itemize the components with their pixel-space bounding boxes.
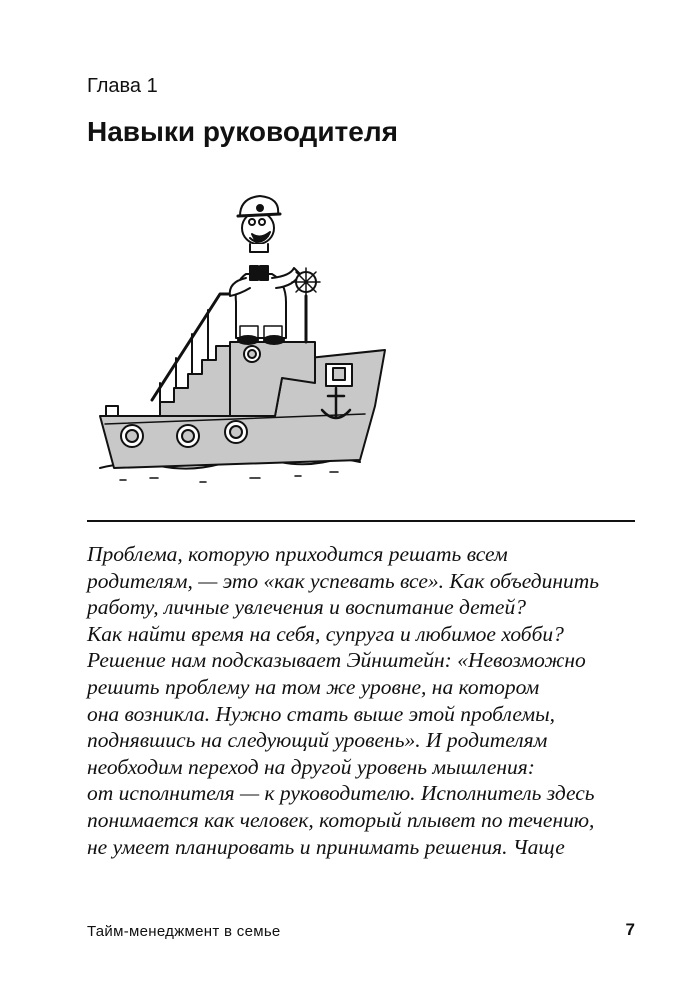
- body-line: не умеет планировать и принимать решения. Чаще: [87, 834, 565, 859]
- body-line: от исполнителя — к руководителю. Исполнитель здесь: [87, 781, 595, 806]
- body-line: необходим переход на другой уровень мышления:: [87, 754, 535, 779]
- body-line: Как найти время на себя, супруга и любимое хобби?: [87, 621, 564, 646]
- body-line: поднявшись на следующий уровень». И родителям: [87, 728, 548, 753]
- chapter-title: Навыки руководителя: [87, 116, 398, 147]
- chapter-label: Глава 1: [87, 75, 158, 97]
- body-line: Решение нам подсказывает Эйнштейн: «Невозможно: [87, 648, 586, 673]
- body-line: понимается как человек, который плывет по течению,: [87, 807, 595, 832]
- body-line: работу, личные увлечения и воспитание детей?: [87, 595, 526, 620]
- footer-book-title: Тайм-менеджмент в семье: [87, 923, 281, 940]
- body-line: она возникла. Нужно стать выше этой проблемы,: [87, 701, 556, 726]
- page-number: 7: [625, 920, 635, 939]
- body-line: родителям, — это «как успевать все». Как объединить: [87, 568, 600, 593]
- body-line: Проблема, которую приходится решать всем: [87, 542, 508, 566]
- body-line: решить проблему на том же уровне, на котором: [87, 674, 540, 699]
- chapter-body-text: [87, 541, 647, 860]
- ship-captain-illustration: [90, 178, 390, 498]
- divider-line: [87, 520, 635, 522]
